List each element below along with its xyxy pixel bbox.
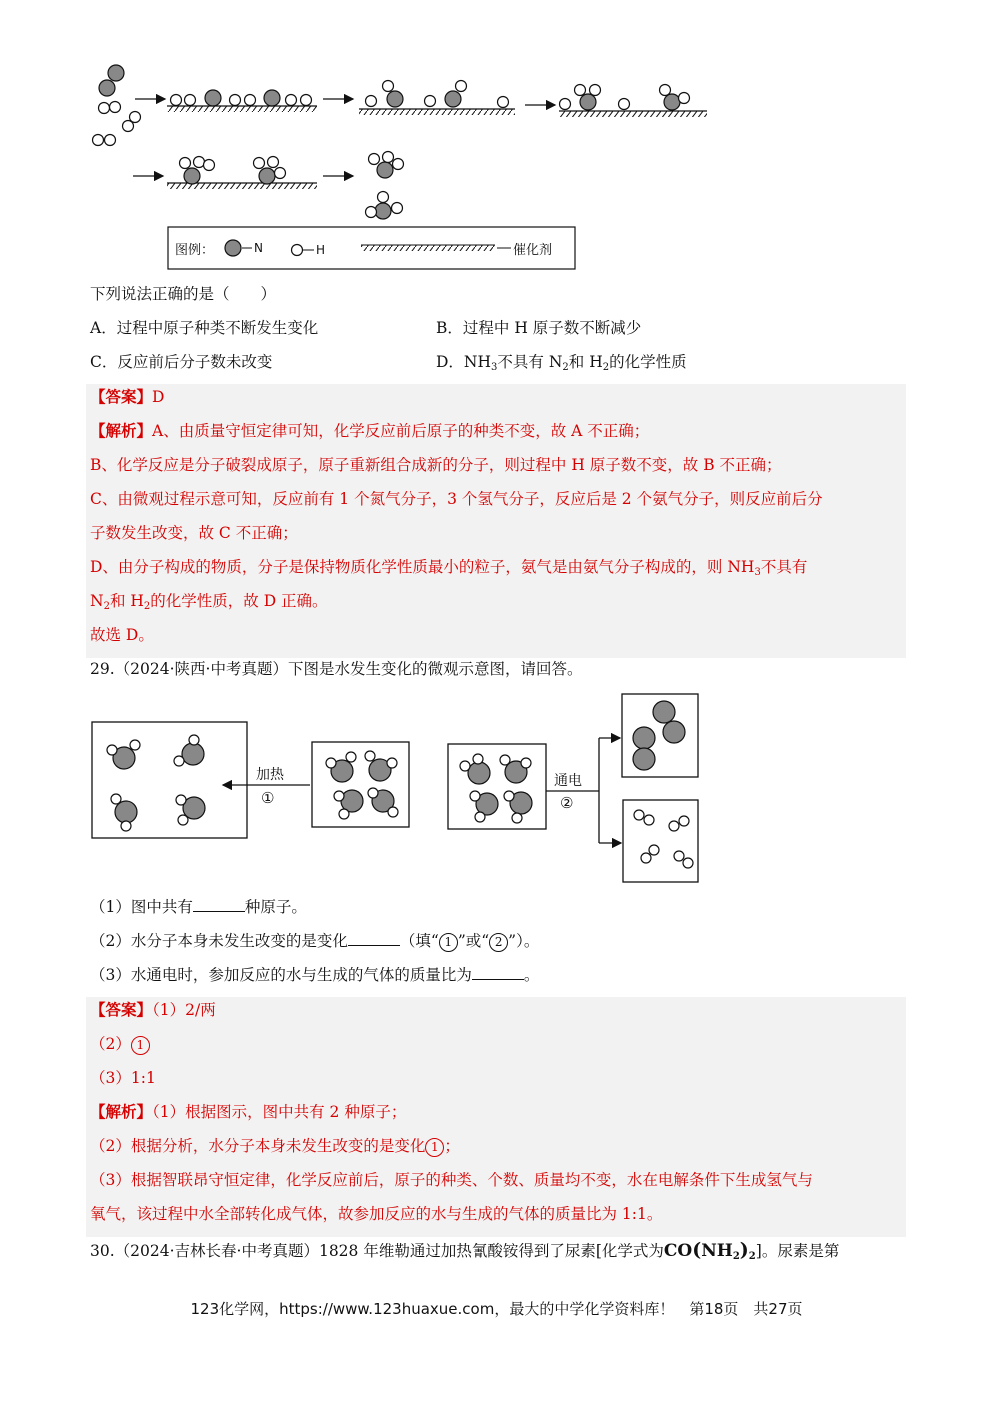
answer-blank-3[interactable] <box>472 965 524 980</box>
q29-answer-2: （2） 1 <box>90 1034 150 1055</box>
q28-answer: 【答案】D <box>90 387 165 406</box>
q29-title: 29.（2024·陕西·中考真题）下图是水发生变化的微观示意图，请回答。 <box>90 660 583 678</box>
legend-n: N <box>254 241 263 255</box>
q28-option-c: C．反应前后分子数未改变 <box>90 353 273 371</box>
q29-answer-3: （3）1:1 <box>90 1069 156 1087</box>
q28-analysis-5: D、由分子构成的物质，分子是保持物质化学性质最小的粒子，氨气是由氨气分子构成的，则 $NH_3$不具有 <box>90 558 808 578</box>
q28-analysis-4: 子数发生改变，故 C 不正确； <box>90 524 298 542</box>
water-change-diagram <box>88 690 708 890</box>
electrolysis-number: ② <box>560 794 574 812</box>
ammonia-synthesis-diagram <box>85 55 725 275</box>
q28-analysis-6: $N_2$和 $H_2$的化学性质，故 D 正确。 <box>90 592 328 612</box>
q28-analysis-2: B、化学反应是分子破裂成原子，原子重新组合成新的分子，则过程中 H 原子数不变，故 B 不正确； <box>90 456 782 474</box>
legend-catalyst: 催化剂 <box>513 243 553 258</box>
electrolysis-label: 通电 <box>554 773 582 789</box>
heat-number: ① <box>261 789 275 807</box>
answer-blank-1[interactable] <box>193 897 245 912</box>
q28-analysis-3: C、由微观过程示意可知，反应前有 1 个氮气分子，3 个氢气分子，反应后是 2 个氨气分子，则反应前后分 <box>90 490 823 508</box>
legend-label: 图例： <box>175 243 215 258</box>
page-footer: 123化学网，https://www.123huaxue.com，最大的中学化学资料库！ 第18页 共27页 <box>190 1300 803 1318</box>
q29-sub1: （1）图中共有 种原子。 <box>90 898 307 916</box>
q29-analysis-1: 【解析】（1）根据图示，图中共有 2 种原子； <box>90 1102 407 1121</box>
q28-option-a: A．过程中原子种类不断发生变化 <box>90 319 319 337</box>
q28-prompt: 下列说法正确的是（ ） <box>90 285 277 303</box>
q29-sub3: （3）水通电时，参加反应的水与生成的气体的质量比为 。 <box>90 966 540 984</box>
q29-analysis-4: 氧气，该过程中水全部转化成气体，故参加反应的水与生成的气体的质量比为 1:1。 <box>90 1205 663 1223</box>
q29-sub2: （2）水分子本身未发生改变的是变化 （填“ 1 ”或“ 2 ”）。 <box>90 932 540 950</box>
answer-blank-2[interactable] <box>348 931 400 946</box>
q28-option-b: B．过程中 H 原子数不断减少 <box>436 319 642 337</box>
q29-analysis-3: （3）根据智联昂守恒定律，化学反应前后，原子的种类、个数、质量均不变，水在电解条件下生成氢气与 <box>90 1171 813 1189</box>
heat-label: 加热 <box>256 767 284 783</box>
q28-analysis-1: 【解析】A、由质量守恒定律可知，化学反应前后原子的种类不变，故 A 不正确； <box>90 421 650 440</box>
q29-analysis-2: （2）根据分析，水分子本身未发生改变的是变化 1 ； <box>90 1137 460 1155</box>
q28-option-d: D．$NH_3$不具有 $N_2$和 $H_2$的化学性质 <box>436 353 687 373</box>
q30-title: 30.（2024·吉林长春·中考真题）1828 年维勒通过加热氰酸铵得到了尿素[化学式为$CO(NH_2)_2$]。尿素是第 <box>90 1239 840 1262</box>
q28-conclusion: 故选 D。 <box>90 626 154 644</box>
q29-answer-1: 【答案】（1）2/两 <box>90 1000 216 1019</box>
legend-h: H <box>316 243 326 257</box>
